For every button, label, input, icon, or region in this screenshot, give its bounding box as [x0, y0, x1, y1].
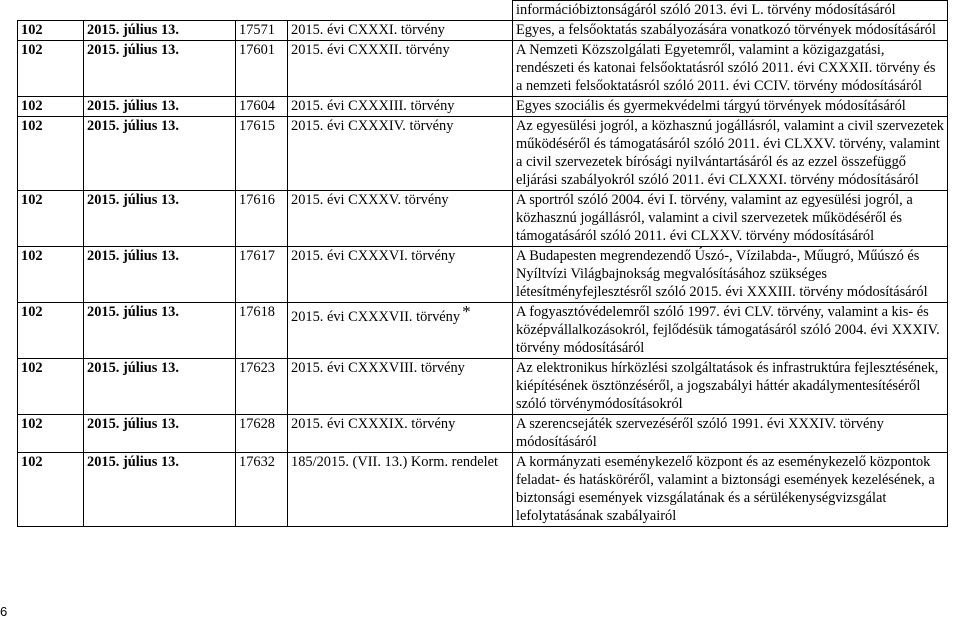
act-identifier [288, 41, 513, 97]
act-identifier-text: 2015. évi CXXXI. törvény [291, 22, 445, 38]
act-identifier [288, 303, 513, 359]
act-identifier-text: 2015. évi CXXXVIII. törvény [291, 360, 465, 376]
act-identifier [288, 359, 513, 415]
act-description-text: Egyes szociális és gyermekvédelmi tárgyú törvények módosításáról [516, 98, 906, 114]
issue-date [84, 41, 236, 97]
page-reference-text: 17632 [239, 454, 275, 470]
issue-number [18, 415, 84, 453]
page-reference-text: 17628 [239, 416, 275, 432]
issue-date [84, 303, 236, 359]
table-row [18, 247, 948, 303]
issue-number-text: 102 [21, 454, 43, 470]
footnote-marker: * [462, 302, 471, 321]
issue-number [18, 359, 84, 415]
issue-number [18, 191, 84, 247]
issue-date [84, 359, 236, 415]
page-reference-text: 17616 [239, 192, 275, 208]
issue-date-text: 2015. július 13. [87, 360, 179, 376]
page-reference [236, 41, 288, 97]
issue-number-text: 102 [21, 118, 43, 134]
act-identifier [288, 191, 513, 247]
issue-date [84, 117, 236, 191]
issue-number-text: 102 [21, 416, 43, 432]
table-row [18, 41, 948, 97]
issue-number [18, 41, 84, 97]
table-row [18, 359, 948, 415]
legislation-table [17, 0, 948, 527]
issue-date [84, 191, 236, 247]
issue-date-text: 2015. július 13. [87, 118, 179, 134]
act-description-text: Egyes, a felsőoktatás szabályozására vonatkozó törvények módosításáról [516, 22, 936, 38]
act-description [513, 415, 948, 453]
issue-number [18, 453, 84, 527]
table-row [18, 453, 948, 527]
continuation-description: információbiztonságáról szóló 2013. évi L. törvény módosításáról [513, 1, 948, 21]
act-description-text: A Nemzeti Közszolgálati Egyetemről, valamint a közigazgatási, rendészeti és katonai felsőoktatásról szóló 2011. évi CXXXII. törvény és a nemzeti felsőoktatásról szóló 2011. évi CCIV. törvény módosításáról [516, 42, 936, 94]
issue-number [18, 303, 84, 359]
page-reference [236, 21, 288, 41]
issue-number-text: 102 [21, 22, 43, 38]
act-description-text: Az egyesülési jogról, a közhasznú jogállásról, valamint a civil szervezetek működéséről és támogatásáról szóló 2011. évi CLXXV. törvény, valamint a civil szervezetek bírósági nyilvántartásáról és az ezzel összefüggő eljárási szabályokról szóló 2011. évi CLXXXI. törvény módosításáról [516, 118, 944, 188]
page-reference-text: 17623 [239, 360, 275, 376]
issue-number-text: 102 [21, 98, 43, 114]
issue-number [18, 117, 84, 191]
page-reference [236, 247, 288, 303]
table-row [18, 117, 948, 191]
act-identifier-text: 2015. évi CXXXIX. törvény [291, 416, 456, 432]
act-identifier-text: 2015. évi CXXXVI. törvény [291, 248, 456, 264]
page-reference-text: 17604 [239, 98, 275, 114]
page-reference [236, 303, 288, 359]
act-description-text: A fogyasztóvédelemről szóló 1997. évi CLV. törvény, valamint a kis- és középvállalkozásokról, fejlődésük támogatásáról szóló 2004. évi XXXIV. törvény módosításáról [516, 304, 940, 356]
table-row [18, 191, 948, 247]
page-reference [236, 359, 288, 415]
issue-date [84, 97, 236, 117]
act-identifier [288, 247, 513, 303]
issue-number-text: 102 [21, 42, 43, 58]
page-reference-text: 17615 [239, 118, 275, 134]
issue-number [18, 21, 84, 41]
issue-number [18, 97, 84, 117]
act-description [513, 97, 948, 117]
issue-number-text: 102 [21, 304, 43, 320]
act-identifier-text: 2015. évi CXXXIV. törvény [291, 118, 454, 134]
act-description-text: A sportról szóló 2004. évi I. törvény, valamint az egyesülési jogról, a közhasznú jogállásról, valamint a civil szervezetek működéséről és támogatásáról szóló 2011. évi CLXXV. törvény módosításáról [516, 192, 913, 244]
page-number: 6 [0, 604, 8, 619]
table-row [18, 415, 948, 453]
table-row-continuation [18, 1, 948, 21]
issue-date-text: 2015. július 13. [87, 454, 179, 470]
act-identifier [288, 97, 513, 117]
issue-date [84, 21, 236, 41]
act-identifier-text: 2015. évi CXXXVII. törvény [291, 309, 461, 325]
issue-date [84, 415, 236, 453]
act-description [513, 117, 948, 191]
page-reference-text: 17571 [239, 22, 275, 38]
issue-date-text: 2015. július 13. [87, 98, 179, 114]
issue-date-text: 2015. július 13. [87, 42, 179, 58]
page-reference [236, 97, 288, 117]
table-row [18, 303, 948, 359]
act-identifier-text: 2015. évi CXXXII. törvény [291, 42, 450, 58]
page-reference [236, 415, 288, 453]
act-identifier [288, 415, 513, 453]
page-reference-text: 17601 [239, 42, 275, 58]
issue-number [18, 247, 84, 303]
issue-number-text: 102 [21, 360, 43, 376]
act-description [513, 247, 948, 303]
act-identifier-text: 2015. évi CXXXIII. törvény [291, 98, 455, 114]
act-description [513, 303, 948, 359]
act-identifier [288, 453, 513, 527]
issue-date-text: 2015. július 13. [87, 192, 179, 208]
issue-number-text: 102 [21, 192, 43, 208]
act-identifier [288, 21, 513, 41]
act-description-text: A kormányzati eseménykezelő központ és az eseménykezelő központok feladat- és hatásköréről, valamint a biztonsági események kezelésének, a biztonsági események vizsgálatának és a sérülékenységvizsgálat lefolytatásának szabályairól [516, 454, 935, 524]
page-reference-text: 17618 [239, 304, 275, 320]
page-reference [236, 453, 288, 527]
table-row [18, 97, 948, 117]
act-identifier-text: 185/2015. (VII. 13.) Korm. rendelet [291, 454, 499, 470]
act-description-text: Az elektronikus hírközlési szolgáltatások és infrastruktúra fejlesztésének, kiépítésének ösztönzéséről, a jogszabályi háttér akadálymentesítéséről szóló törvénymódosításokról [516, 360, 939, 412]
act-identifier [288, 117, 513, 191]
issue-date-text: 2015. július 13. [87, 22, 179, 38]
page-reference [236, 117, 288, 191]
issue-date-text: 2015. július 13. [87, 248, 179, 264]
issue-date [84, 453, 236, 527]
act-description [513, 191, 948, 247]
issue-date-text: 2015. július 13. [87, 416, 179, 432]
issue-date-text: 2015. július 13. [87, 304, 179, 320]
act-description-text: A szerencsejáték szervezéséről szóló 1991. évi XXXIV. törvény módosításáról [516, 416, 884, 450]
act-identifier-text: 2015. évi CXXXV. törvény [291, 192, 449, 208]
act-description [513, 359, 948, 415]
page-reference-text: 17617 [239, 248, 275, 264]
issue-date [84, 247, 236, 303]
act-description [513, 21, 948, 41]
page-reference [236, 191, 288, 247]
table-row [18, 21, 948, 41]
act-description [513, 41, 948, 97]
act-description [513, 453, 948, 527]
issue-number-text: 102 [21, 248, 43, 264]
act-description-text: A Budapesten megrendezendő Úszó-, Vízilabda-, Műugró, Műúszó és Nyíltvízi Világbajnokság megvalósításához szükséges létesítményfejlesztésről szóló 2015. évi XXXIII. törvény módosításáról [516, 248, 928, 300]
